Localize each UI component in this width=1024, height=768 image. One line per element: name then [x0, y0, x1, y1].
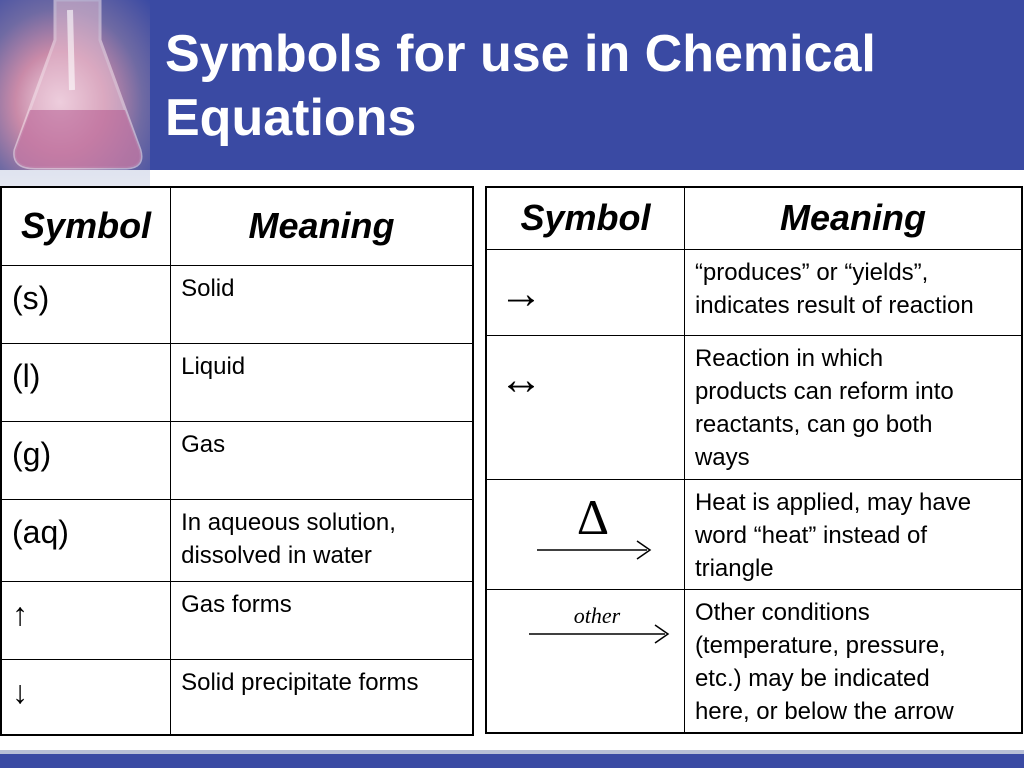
page-title	[165, 22, 1005, 150]
down-arrow-icon: ↓	[1, 659, 171, 735]
state-symbols-table	[0, 186, 474, 736]
meaning-line: etc.) may be indicated	[694, 664, 930, 692]
meaning-cell	[684, 479, 1022, 589]
meaning-line: reactants, can go both	[694, 410, 933, 438]
meaning-line: ways	[694, 443, 750, 471]
meaning-line: Reaction in which	[694, 344, 884, 372]
meaning-line: (temperature, pressure,	[694, 631, 946, 659]
flask-icon	[0, 0, 150, 170]
table-row	[1, 659, 473, 735]
yields-arrow-icon: →	[486, 249, 684, 335]
meaning-cell: Liquid	[171, 343, 473, 421]
title-line-2: Equations	[165, 89, 417, 147]
reaction-symbols-table	[485, 186, 1023, 734]
table-row	[1, 265, 473, 343]
other-label: other	[573, 602, 621, 628]
table-header-row	[486, 187, 1022, 249]
delta-label: Δ	[576, 488, 610, 545]
table-row	[486, 249, 1022, 335]
meaning-header: Meaning	[171, 187, 473, 265]
table-row	[1, 499, 473, 581]
symbol-cell: (s)	[1, 265, 171, 343]
table-header-row	[1, 187, 473, 265]
symbol-header: Symbol	[1, 187, 171, 265]
table-row	[1, 421, 473, 499]
meaning-header: Meaning	[684, 187, 1022, 249]
meaning-line: word “heat” instead of	[694, 521, 928, 549]
table-row	[486, 335, 1022, 479]
footer-band	[0, 750, 1024, 768]
title-line-1: Symbols for use in Chemical	[165, 25, 876, 83]
meaning-cell	[171, 499, 473, 581]
symbol-header: Symbol	[486, 187, 684, 249]
table-row	[486, 479, 1022, 589]
reversible-arrow-icon: ↔	[486, 335, 684, 479]
table-row	[1, 343, 473, 421]
meaning-line: indicates result of reaction	[694, 291, 974, 319]
up-arrow-icon: ↑	[1, 581, 171, 659]
symbol-cell: (aq)	[1, 499, 171, 581]
meaning-line: triangle	[694, 554, 774, 582]
meaning-line: “produces” or “yields”,	[694, 258, 929, 286]
conditions-arrow-icon	[486, 589, 684, 733]
meaning-line: Other conditions	[694, 598, 870, 626]
meaning-cell: Solid precipitate forms	[171, 659, 473, 735]
symbol-cell: (l)	[1, 343, 171, 421]
heat-arrow-icon	[486, 479, 684, 589]
meaning-cell	[684, 249, 1022, 335]
table-row	[1, 581, 473, 659]
meaning-line: In aqueous solution,	[181, 508, 396, 536]
meaning-cell	[684, 589, 1022, 733]
table-row	[486, 589, 1022, 733]
meaning-line: products can reform into	[694, 377, 954, 405]
meaning-cell: Solid	[171, 265, 473, 343]
meaning-cell: Gas	[171, 421, 473, 499]
meaning-line: dissolved in water	[181, 541, 372, 569]
symbol-cell: (g)	[1, 421, 171, 499]
meaning-cell	[684, 335, 1022, 479]
meaning-cell: Gas forms	[171, 581, 473, 659]
flask-image	[0, 0, 150, 170]
meaning-line: Heat is applied, may have	[694, 488, 972, 516]
meaning-line: here, or below the arrow	[694, 697, 954, 725]
